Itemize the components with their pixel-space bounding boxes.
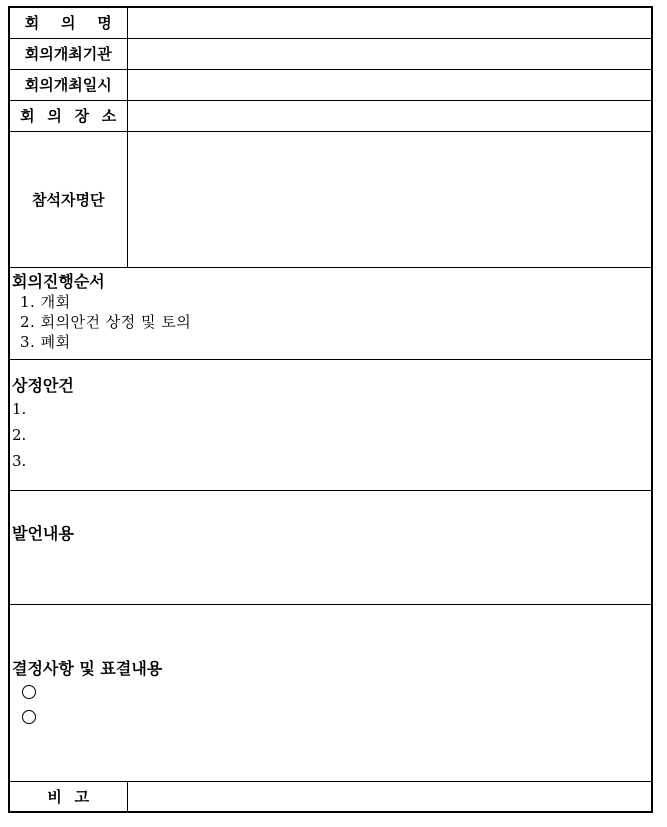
datetime-label: 회의개최일시 bbox=[9, 69, 127, 100]
statements-cell[interactable] bbox=[9, 490, 652, 604]
procedure-row bbox=[9, 267, 652, 359]
procedure-item: 2. 회의안건 상정 및 토의 bbox=[20, 312, 192, 331]
procedure-title: 회의진행순서 bbox=[12, 271, 105, 291]
decisions-cell[interactable] bbox=[9, 604, 652, 781]
host-org-field[interactable] bbox=[127, 38, 652, 69]
decision-bullet-row bbox=[10, 679, 651, 704]
host-org-label: 회의개최기관 bbox=[9, 38, 127, 69]
agenda-title: 상정안건 bbox=[12, 375, 74, 395]
agenda-row bbox=[9, 359, 652, 490]
attendees-field[interactable] bbox=[127, 131, 652, 267]
remarks-field[interactable] bbox=[127, 781, 652, 812]
procedure-cell[interactable] bbox=[9, 267, 652, 359]
meeting-name-field[interactable] bbox=[127, 7, 652, 38]
meeting-name-label: 회 의 명 bbox=[9, 7, 127, 38]
venue-row bbox=[9, 100, 652, 131]
decisions-title: 결정사항 및 표결내용 bbox=[12, 658, 163, 678]
datetime-row bbox=[9, 69, 652, 100]
procedure-item: 3. 폐회 bbox=[20, 332, 71, 351]
circle-bullet-icon bbox=[22, 685, 36, 699]
meeting-minutes-form bbox=[8, 6, 653, 813]
decisions-row bbox=[9, 604, 652, 781]
attendees-label: 참석자명단 bbox=[9, 131, 127, 267]
host-org-row bbox=[9, 38, 652, 69]
agenda-item: 2. bbox=[12, 425, 27, 444]
venue-label: 회 의 장 소 bbox=[9, 100, 127, 131]
remarks-label: 비 고 bbox=[9, 781, 127, 812]
statements-row bbox=[9, 490, 652, 604]
remarks-row bbox=[9, 781, 652, 812]
venue-field[interactable] bbox=[127, 100, 652, 131]
agenda-item: 3. bbox=[12, 451, 27, 470]
datetime-field[interactable] bbox=[127, 69, 652, 100]
procedure-item: 1. 개회 bbox=[20, 292, 71, 311]
circle-bullet-icon bbox=[22, 710, 36, 724]
meeting-name-row bbox=[9, 7, 652, 38]
statements-title: 발언내용 bbox=[12, 523, 74, 543]
agenda-item: 1. bbox=[12, 399, 27, 418]
agenda-cell[interactable] bbox=[9, 359, 652, 490]
decision-bullet-row bbox=[10, 704, 651, 729]
attendees-row bbox=[9, 131, 652, 267]
